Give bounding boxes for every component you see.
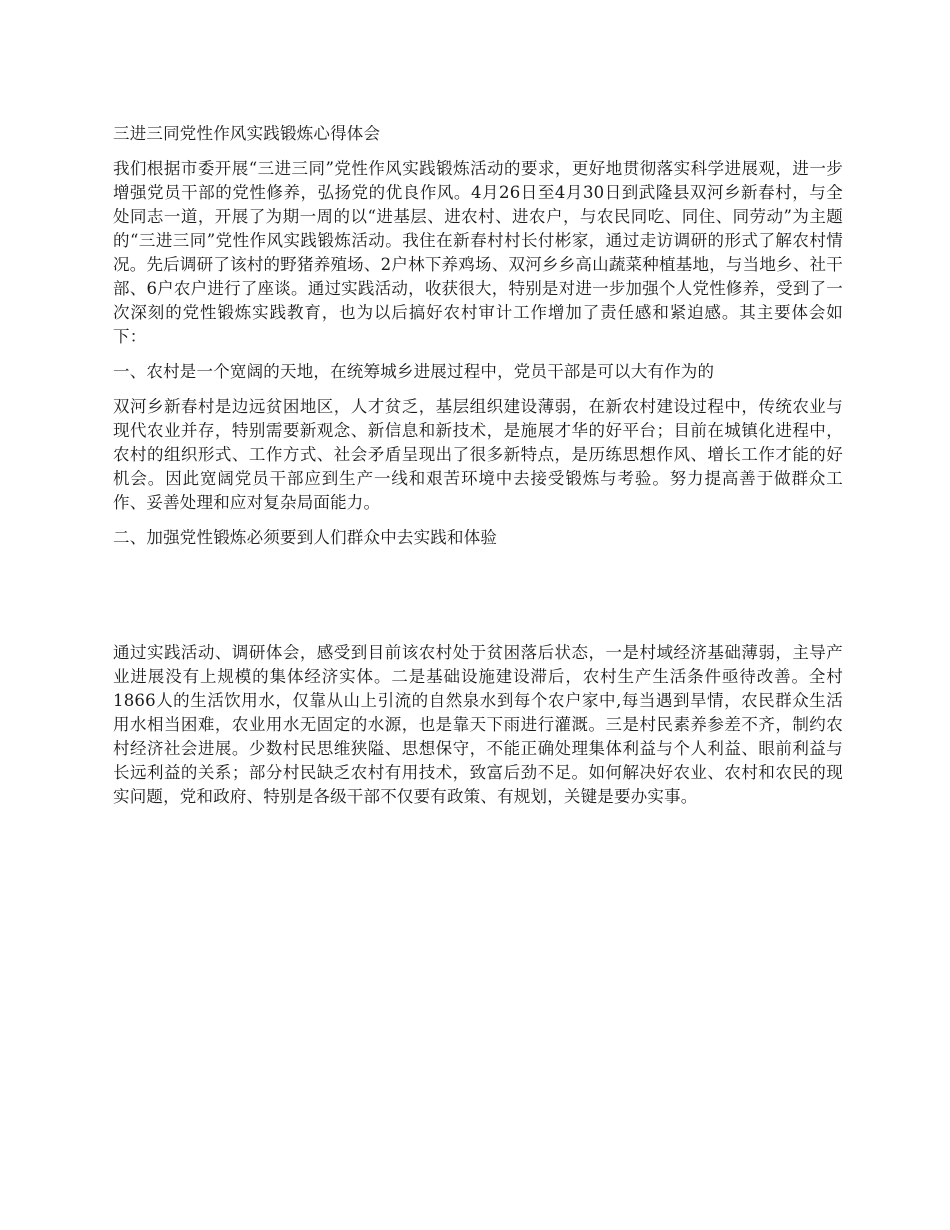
section-1-heading: 一、农村是一个宽阔的天地，在统筹城乡进展过程中，党员干部是可以大有作为的 bbox=[113, 362, 715, 381]
section-2-heading: 二、加强党性锻炼必须要到人们群众中去实践和体验 bbox=[113, 528, 498, 547]
document-title: 三进三同党性作风实践锻炼心得体会 bbox=[113, 124, 381, 143]
document-body bbox=[113, 122, 843, 820]
section-1-paragraph: 双河乡新春村是边远贫困地区，人才贫乏，基层组织建设薄弱，在新农村建设过程中，传统农业与现代农业并存，特别需要新观念、新信息和新技术，是施展才华的好平台；目前在城镇化进程中，农村的组织形式、工作方式、社会矛盾呈现出了很多新特点，是历练思想作风、增长工作才能的好机会。因此宽阔党员干部应到生产一线和艰苦环境中去接受锻炼与考验。努力提高善于做群众工作、妥善处理和应对复杂局面能力。 bbox=[113, 397, 843, 512]
intro-paragraph: 我们根据市委开展“三进三同”党性作风实践锻炼活动的要求，更好地贯彻落实科学进展观，进一步增强党员干部的党性修养，弘扬党的优良作风。4月26日至4月30日到武隆县双河乡新春村，与全处同志一道，开展了为期一周的以“进基层、进农村、进农户，与农民同吃、同住、同劳动”为主题的“三进三同”党性作风实践锻炼活动。我住在新春村村长付彬家，通过走访调研的形式了解农村情况。先后调研了该村的野猪养殖场、2户林下养鸡场、双河乡乡高山蔬菜种植基地，与当地乡、社干部、6户农户进行了座谈。通过实践活动，收获很大，特别是对进一步加强个人党性修养，受到了一次深刻的党性锻炼实践教育，也为以后搞好农村审计工作增加了责任感和紧迫感。其主要体会如下： bbox=[113, 159, 843, 346]
blank-space bbox=[113, 561, 843, 641]
section-2-paragraph: 通过实践活动、调研体会，感受到目前该农村处于贫困落后状态，一是村域经济基础薄弱，主导产业进展没有上规模的集体经济实体。二是基础设施建设滞后，农村生产生活条件亟待改善。全村1866人的生活饮用水，仅靠从山上引流的自然泉水到每个农户家中,每当遇到旱情，农民群众生活用水相当困难，农业用水无固定的水源，也是靠天下雨进行灌溉。三是村民素养参差不齐，制约农村经济社会进展。少数村民思维狭隘、思想保守，不能正确处理集体利益与个人利益、眼前利益与长远利益的关系；部分村民缺乏农村有用技术，致富后劲不足。如何解决好农业、农村和农民的现实问题，党和政府、特别是各级干部不仅要有政策、有规划，关键是要办实事。 bbox=[113, 643, 843, 806]
